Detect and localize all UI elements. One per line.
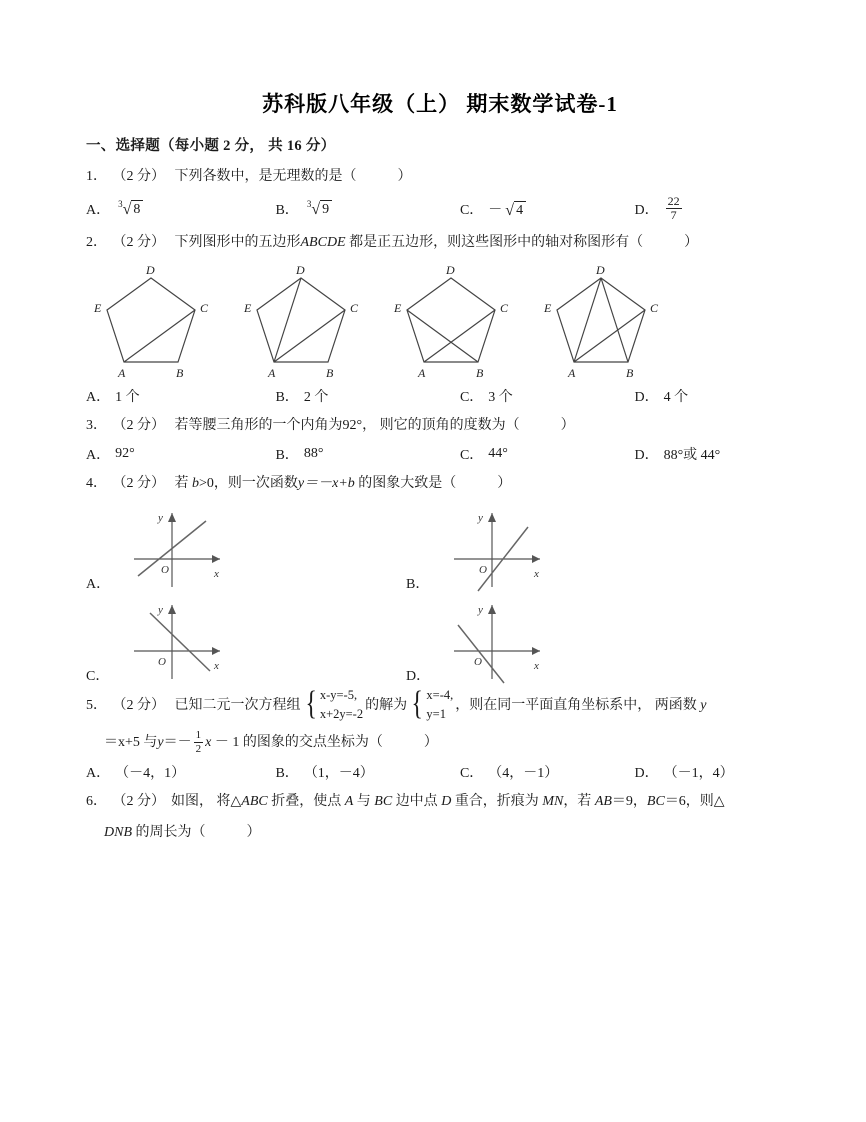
question-3-options bbox=[86, 444, 794, 464]
question-5-stem-c: ，则在同一平面直角坐标系中， 两函数 bbox=[455, 697, 701, 713]
question-4-stem-end: ） bbox=[497, 476, 512, 492]
question-4-stem-a: 若 bbox=[174, 476, 192, 492]
question-6-it-ab: AB bbox=[594, 794, 612, 809]
question-6-stem-f: ，若 bbox=[563, 794, 595, 809]
option-2-b-text: 2 个 bbox=[303, 389, 329, 405]
option-3-c-text: 44° bbox=[488, 446, 508, 462]
svg-text:y: y bbox=[478, 603, 483, 616]
option-3-b-label: B． bbox=[275, 448, 299, 464]
svg-text:D: D bbox=[596, 262, 605, 277]
question-2-points: （2 分） bbox=[112, 235, 165, 251]
graph-a bbox=[116, 503, 236, 595]
option-4-b-label: B． bbox=[406, 576, 430, 592]
option-1-d-label: D． bbox=[634, 203, 659, 219]
option-5-a-label: A． bbox=[86, 766, 111, 781]
option-1-a-label: A． bbox=[86, 203, 111, 219]
option-4-a[interactable] bbox=[86, 503, 406, 595]
svg-text:x: x bbox=[534, 659, 539, 672]
option-5-c-text: （4，－1） bbox=[488, 766, 559, 781]
question-5-stem-b: 的解为 bbox=[365, 697, 408, 713]
svg-text:A: A bbox=[118, 365, 126, 380]
pentagon-2 bbox=[236, 262, 386, 382]
svg-text:C: C bbox=[350, 300, 359, 315]
question-2-stem-italic: ABCDE bbox=[300, 235, 346, 251]
question-6-it-d: D bbox=[441, 794, 452, 809]
question-5-stem-a: 已知二元一次方程组 bbox=[174, 697, 301, 713]
fraction-one-half bbox=[194, 729, 204, 755]
option-3-c-label: C． bbox=[459, 448, 484, 464]
question-2-number: 2． bbox=[86, 235, 107, 251]
question-4-stem-b: >0，则一次函数 bbox=[199, 476, 298, 492]
question-6-number: 6． bbox=[86, 794, 107, 809]
question-5-number: 5． bbox=[86, 697, 107, 713]
question-5-points: （2 分） bbox=[112, 697, 165, 713]
option-3-d[interactable] bbox=[634, 444, 794, 464]
svg-text:y: y bbox=[158, 603, 163, 616]
option-1-b[interactable] bbox=[275, 196, 459, 224]
question-3-stem-end: ） bbox=[560, 417, 575, 433]
question-1-options bbox=[86, 193, 794, 224]
svg-text:E: E bbox=[94, 300, 102, 315]
svg-text:A: A bbox=[418, 365, 426, 380]
option-3-c[interactable] bbox=[460, 444, 635, 464]
neg-sqrt-4-icon: － √ 4 bbox=[488, 199, 526, 219]
svg-text:D: D bbox=[446, 262, 455, 277]
question-5-line2-c: － 1 的图象的交点坐标为（ bbox=[211, 735, 383, 751]
graph-b bbox=[436, 503, 556, 595]
option-3-d-label: D． bbox=[634, 448, 659, 464]
question-6-stem-c: 与 bbox=[353, 794, 375, 809]
question-5-line2 bbox=[104, 730, 794, 756]
question-3-stem: 若等腰三角形的一个内角为92°， 则它的顶角的度数为（ bbox=[174, 417, 520, 433]
cbrt-9-icon: 3 √ 9 bbox=[304, 200, 332, 218]
question-3-number: 3． bbox=[86, 417, 107, 433]
question-4-var-b: b bbox=[192, 476, 199, 492]
fraction-denominator: 2 bbox=[195, 742, 202, 755]
option-3-a-text: 92° bbox=[115, 446, 135, 462]
pentagon-1 bbox=[86, 262, 236, 382]
page-title: 苏科版八年级（上） 期末数学试卷-1 bbox=[262, 92, 618, 116]
question-4 bbox=[86, 472, 794, 497]
equation-system: { x-y=-5, x+2y=-2 bbox=[304, 685, 364, 723]
option-2-a-label: A． bbox=[86, 389, 111, 405]
question-4-function: y＝－x+b bbox=[297, 476, 355, 492]
option-2-a-text: 1 个 bbox=[115, 389, 140, 405]
question-1-stem-end: ） bbox=[397, 169, 412, 184]
option-4-a-label: A． bbox=[86, 576, 111, 592]
pentagon-4 bbox=[536, 262, 686, 382]
option-2-c-label: C． bbox=[459, 389, 484, 405]
graph-c bbox=[116, 595, 236, 687]
option-2-c-text: 3 个 bbox=[488, 389, 513, 405]
question-5-stem-end: ） bbox=[423, 735, 438, 751]
option-1-d[interactable] bbox=[634, 193, 794, 224]
svg-text:x: x bbox=[214, 659, 219, 672]
question-5-line2-b: ＝－ bbox=[163, 735, 192, 751]
option-5-d-text: （－1，4） bbox=[663, 766, 734, 781]
fraction-numerator: 1 bbox=[195, 729, 202, 742]
section-header: 一、选择题（每小题 2 分， 共 16 分） bbox=[86, 138, 336, 154]
question-1-stem: 下列各数中，是无理数的是（ bbox=[174, 169, 357, 184]
question-6-stem-d: 边中点 bbox=[392, 794, 442, 809]
question-6-it-bc2: BC bbox=[646, 794, 665, 809]
question-6-stem-g: ＝9， bbox=[611, 794, 647, 809]
question-6-stem-b: 折叠，使点 bbox=[267, 794, 345, 809]
cbrt-8-icon: 3 √ 8 bbox=[115, 200, 143, 218]
question-5-line2-x: x bbox=[205, 735, 212, 751]
option-2-d-label: D． bbox=[634, 389, 659, 405]
option-4-c-label: C． bbox=[86, 668, 110, 684]
option-3-b[interactable] bbox=[275, 444, 459, 464]
solution-y: y=1 bbox=[426, 706, 446, 721]
option-2-a[interactable] bbox=[86, 386, 275, 406]
question-2-stem-end: ） bbox=[684, 235, 699, 251]
question-3 bbox=[86, 414, 794, 439]
equation-solution: { x=-4, y=1 bbox=[411, 685, 454, 723]
svg-text:B: B bbox=[176, 365, 184, 380]
question-4-number: 4． bbox=[86, 476, 107, 492]
question-6-it-dnb: DNB bbox=[104, 824, 132, 840]
svg-text:x: x bbox=[214, 567, 219, 580]
option-5-c[interactable] bbox=[460, 762, 635, 782]
option-5-b-text: （1，－4） bbox=[303, 766, 374, 781]
option-3-a[interactable] bbox=[86, 444, 275, 464]
svg-text:C: C bbox=[650, 300, 659, 315]
question-5-var-y: y bbox=[700, 697, 707, 713]
svg-text:x: x bbox=[534, 567, 539, 580]
option-3-b-text: 88° bbox=[303, 446, 324, 462]
svg-text:E: E bbox=[544, 300, 552, 315]
question-4-graphs-row-2 bbox=[86, 595, 794, 687]
system-eq-1: x-y=-5, bbox=[319, 687, 358, 702]
question-6-stem-a: 如图， 将△ bbox=[171, 794, 242, 809]
question-6-line2 bbox=[104, 821, 794, 846]
option-2-d[interactable] bbox=[634, 386, 794, 406]
svg-text:y: y bbox=[478, 511, 483, 524]
graph-d bbox=[436, 595, 556, 687]
svg-text:O: O bbox=[161, 563, 169, 576]
question-6-points: （2 分） bbox=[112, 794, 165, 809]
question-6-it-abc: ABC bbox=[241, 794, 268, 809]
svg-text:E: E bbox=[244, 300, 252, 315]
question-2-options bbox=[86, 386, 794, 406]
solution-x: x=-4, bbox=[426, 687, 454, 702]
option-5-b[interactable] bbox=[275, 762, 459, 782]
svg-text:C: C bbox=[500, 300, 509, 315]
option-5-a-text: （－4，1） bbox=[115, 766, 186, 781]
question-2-stem-a: 下列图形中的五边形 bbox=[174, 235, 301, 251]
question-4-points: （2 分） bbox=[112, 476, 165, 492]
question-1 bbox=[86, 165, 794, 190]
svg-text:D: D bbox=[146, 262, 155, 277]
option-5-d[interactable] bbox=[634, 762, 794, 782]
question-5 bbox=[86, 687, 794, 725]
question-6-it-a: A bbox=[344, 794, 354, 809]
svg-text:B: B bbox=[476, 365, 484, 380]
question-6-stem-h: ＝6，则△ bbox=[664, 794, 725, 809]
question-6-stem-e: 重合，折痕为 bbox=[451, 794, 543, 809]
svg-text:A: A bbox=[568, 365, 576, 380]
option-5-c-label: C． bbox=[459, 766, 484, 781]
svg-text:O: O bbox=[474, 655, 482, 668]
option-4-d[interactable] bbox=[406, 595, 726, 687]
question-4-graphs-row-1 bbox=[86, 503, 794, 595]
svg-text:D: D bbox=[296, 262, 305, 277]
question-2-stem-b: 都是正五边形，则这些图形中的轴对称图形有（ bbox=[345, 235, 644, 251]
option-3-a-label: A． bbox=[86, 448, 111, 464]
option-5-d-label: D． bbox=[634, 766, 659, 781]
option-2-b[interactable] bbox=[275, 386, 459, 406]
question-5-line2-a: ＝x+5 与 bbox=[104, 735, 158, 751]
question-2 bbox=[86, 231, 794, 256]
option-1-c-label: C． bbox=[459, 203, 484, 219]
option-1-a[interactable] bbox=[86, 196, 275, 224]
question-6-line2-text: 的周长为（ bbox=[132, 824, 206, 840]
question-6 bbox=[86, 790, 794, 815]
option-4-b[interactable] bbox=[406, 503, 726, 595]
system-eq-2: x+2y=-2 bbox=[319, 706, 364, 721]
svg-text:O: O bbox=[479, 563, 487, 576]
question-5-options bbox=[86, 762, 794, 782]
svg-text:E: E bbox=[394, 300, 402, 315]
option-3-d-text: 88°或 44° bbox=[663, 448, 721, 464]
fraction-22-7: $\frac{22}{7}$ bbox=[667, 193, 680, 222]
svg-text:B: B bbox=[626, 365, 634, 380]
svg-text:C: C bbox=[200, 300, 209, 315]
option-2-b-label: B． bbox=[275, 389, 299, 405]
question-2-figures bbox=[86, 262, 794, 382]
question-5-line2-y: y bbox=[157, 735, 164, 751]
svg-text:O: O bbox=[158, 655, 166, 668]
svg-text:y: y bbox=[158, 511, 163, 524]
question-6-it-mn: MN bbox=[542, 794, 564, 809]
option-2-d-text: 4 个 bbox=[663, 389, 689, 405]
option-4-d-label: D． bbox=[406, 668, 431, 684]
question-1-number: 1． bbox=[86, 169, 107, 184]
option-1-c[interactable] bbox=[460, 196, 635, 224]
option-1-b-label: B． bbox=[275, 203, 299, 219]
option-2-c[interactable] bbox=[460, 386, 635, 406]
question-1-points: （2 分） bbox=[112, 169, 165, 184]
option-4-c[interactable] bbox=[86, 595, 406, 687]
question-6-stem-end: ） bbox=[246, 824, 261, 840]
question-3-points: （2 分） bbox=[112, 417, 165, 433]
svg-text:B: B bbox=[326, 365, 334, 380]
option-5-a[interactable] bbox=[86, 762, 275, 782]
svg-text:A: A bbox=[268, 365, 276, 380]
pentagon-3 bbox=[386, 262, 536, 382]
option-5-b-label: B． bbox=[275, 766, 299, 781]
question-6-it-bc: BC bbox=[374, 794, 393, 809]
question-4-stem-c: 的图象大致是（ bbox=[354, 476, 457, 492]
